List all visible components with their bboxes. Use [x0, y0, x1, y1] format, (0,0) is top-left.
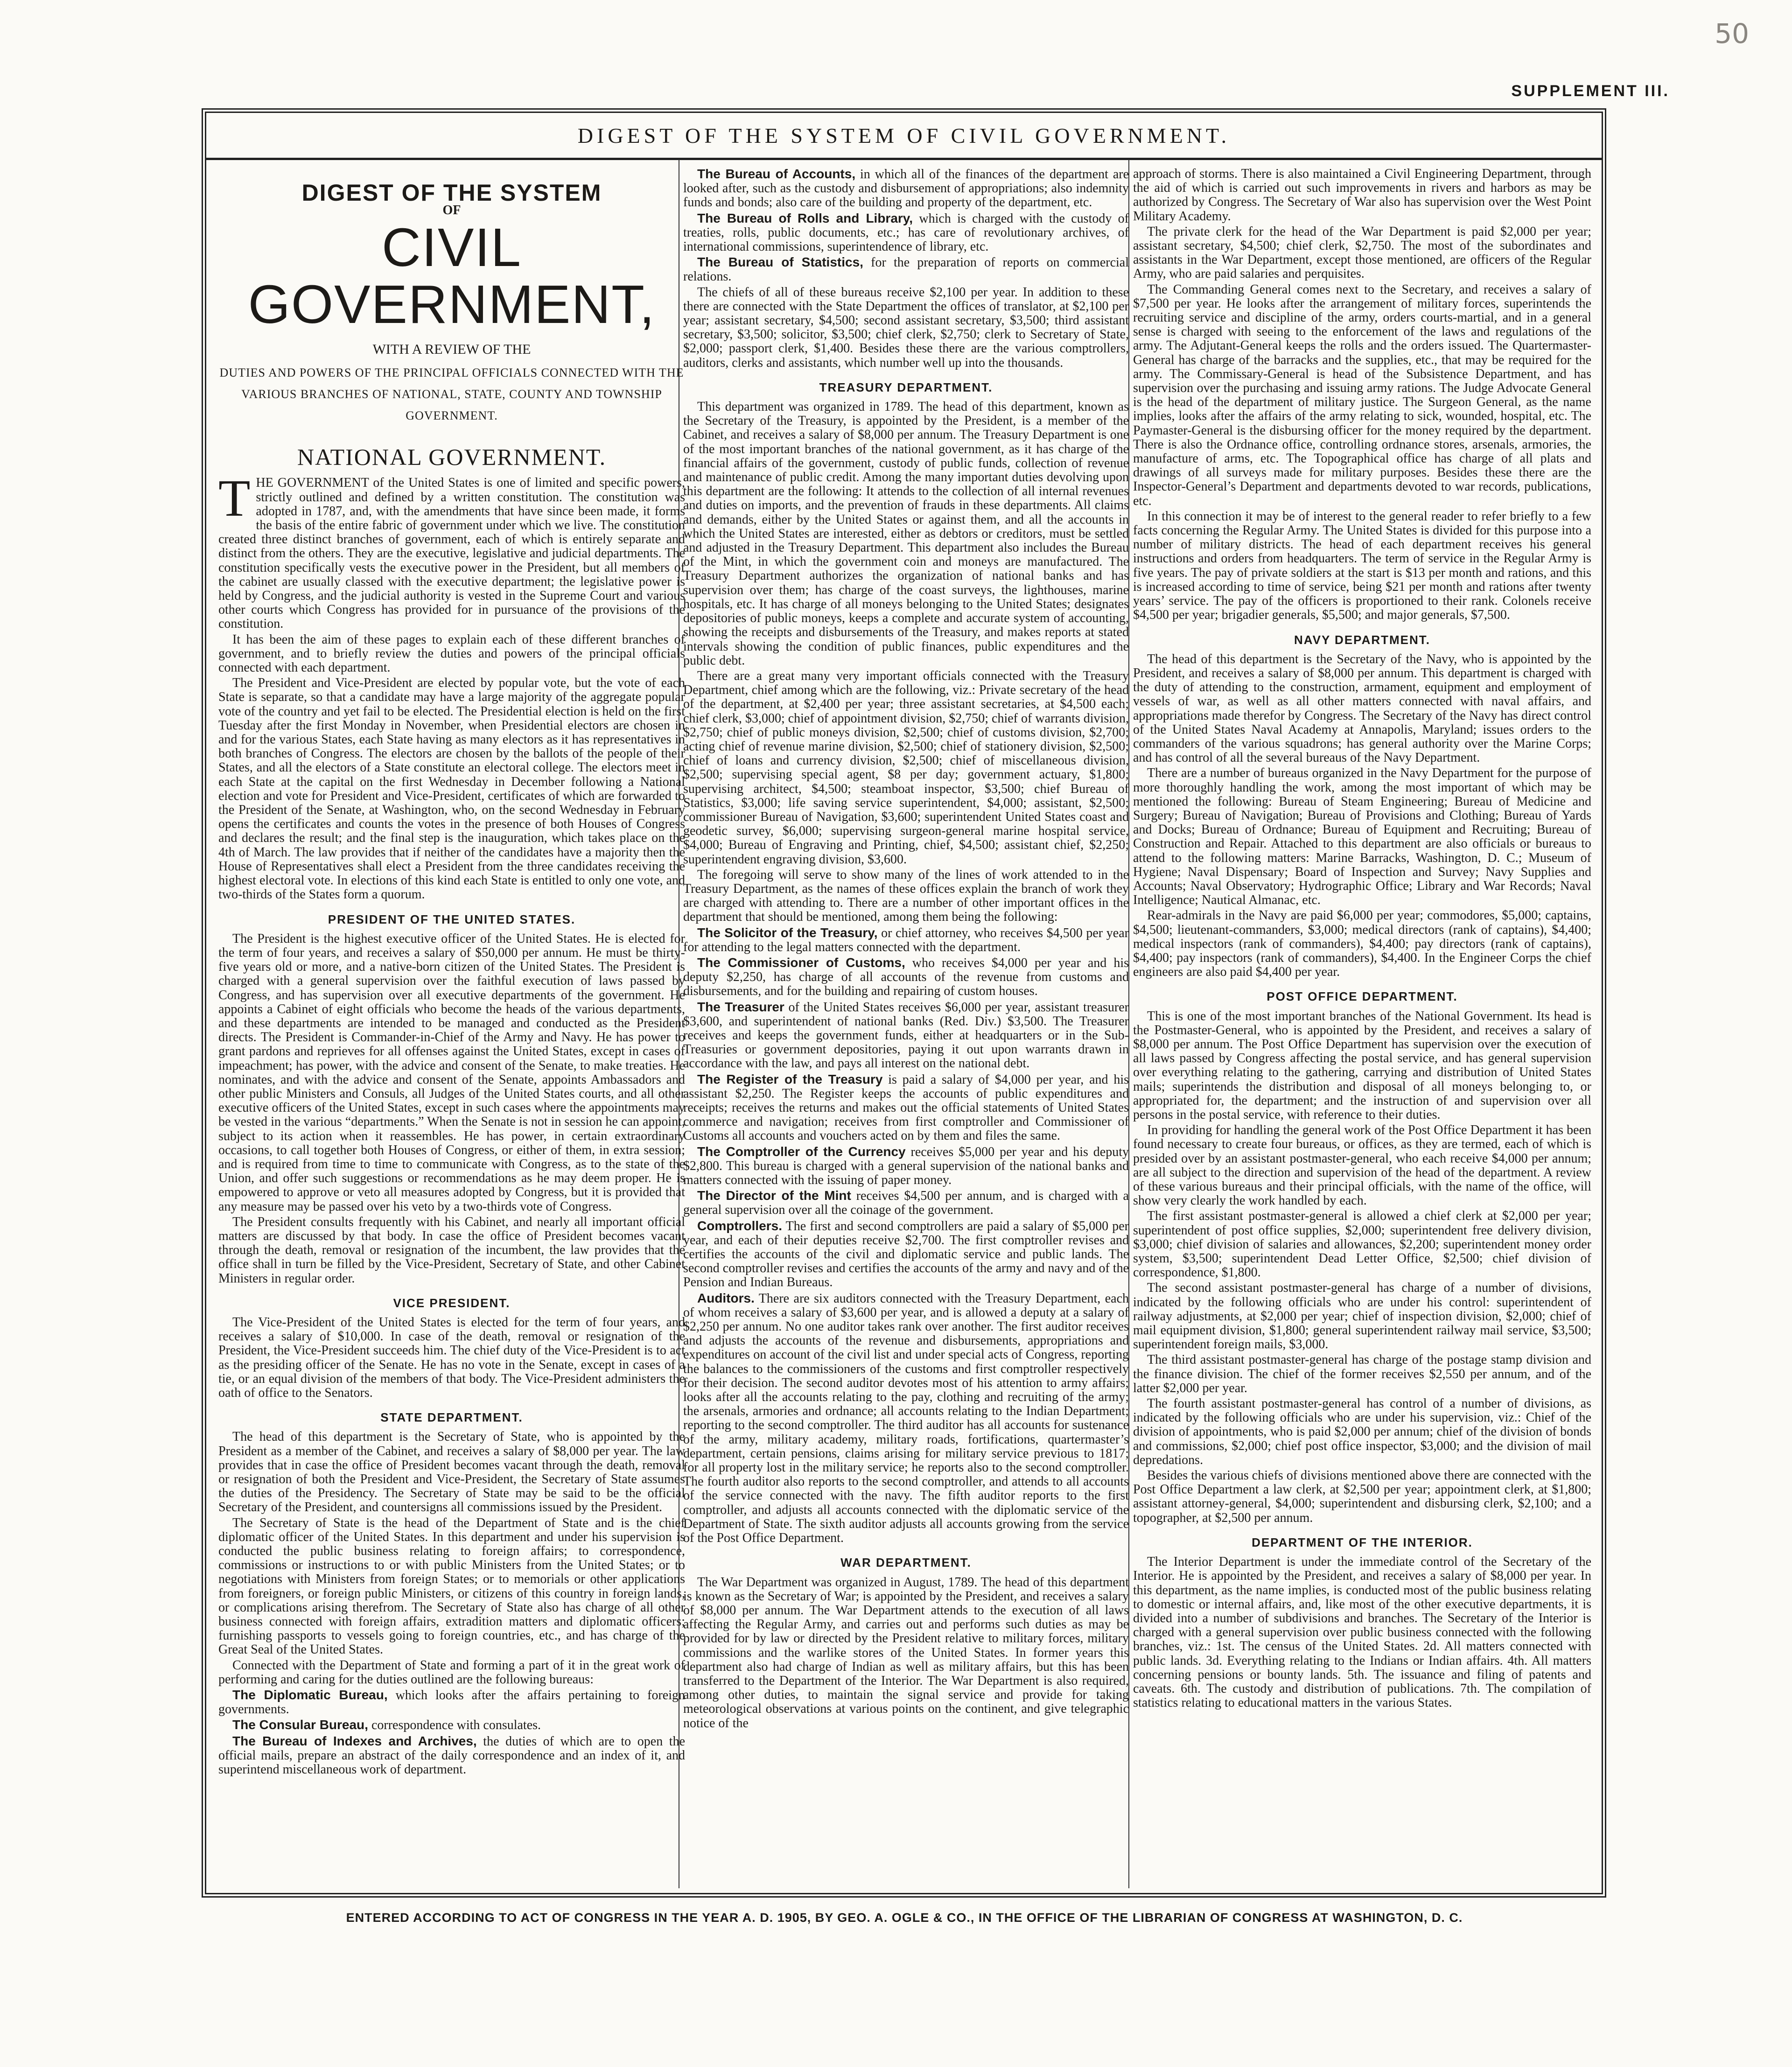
officer-entry: Auditors. There are six auditors connected with the Treasury Department, each of whom receives a salary of $3,600 per year, and is allowed a deputy at a salary of $2,250 per annum. No one auditor takes rank over another. The first auditor receives and adjusts the accounts of the revenue and disbursements, appropriations and expenditures on account of the civil list and under special acts of Congress, reporting the balances to the commissioners of the customs and first comptroller respectively for their decision. The second auditor devotes most of his attention to army affairs; looks after all the accounts relating to the pay, clothing and recruiting of the army; the arsenals, armories and ordnance; all accounts relating to the Indian Department; reporting to the second comptroller. The third auditor has all accounts for sustenance of the army, military academy, military roads, fortifications, quartermaster’s department, certain pensions, claims arising for military service previous to 1817; for all property lost in the military service; he reports also to the second comptroller. The fourth auditor also reports to the second comptroller, and attends to all accounts of the service connected with the navy. The fifth auditor reports to the first comptroller, and adjusts all accounts connected with the diplomatic service of the Department of State. The sixth auditor adjusts all accounts growing from the service of the Post Office Department.: [683, 1290, 1129, 1546]
paragraph: The President is the highest executive officer of the United States. He is elected for the term of four years, and receives a salary of $50,000 per annum. He must be thirty-five years old or more, and a native-born citizen of the United States. The President is charged with a general supervision over the faithful execution of laws passed by Congress, and has supervision over all executive departments of the government. He appoints a Cabinet of eight officials who become the heads of the various departments, and these departments are intended to be managed and conducted as the President directs. The President is Commander-in-Chief of the Army and Navy. He has power to grant pardons and reprieves for all offenses against the United States, except in cases of impeachment; has power, with the advice and consent of the Senate, to make treaties. He nominates, and with the advice and consent of the Senate, appoints Ambassadors and other public Ministers and Consuls, all Judges of the United States courts, and all other executive officers of the United States, except in such cases where the appointments may be vested in the various “departments.” When the Senate is not in session he can appoint, subject to its action when it reassembles. He has power, in certain extraordinary occasions, to call together both Houses of Congress, or either of them, in extra session; and is required from time to time to communicate with Congress, as to the state of the Union, and offer such suggestions or recommendations as he may deem proper. He is empowered to approve or veto all measures adopted by Congress, but it is provided that any measure may be passed over his veto by a two-thirds vote of Congress.: [218, 931, 685, 1214]
paragraph: The Commanding General comes next to the Secretary, and receives a salary of $7,500 per year. He looks after the arrangement of military forces, superintends the recruiting service and discipline of the army, orders courts-martial, and in a general sense is charged with seeing to the enforcement of the laws and regulations of the army. The Adjutant-General keeps the rolls and the orders issued. The Quartermaster-General has charge of the barracks and the supplies, etc., that may be required for the army. The Commissary-General is head of the Subsistence Department, and has supervision over the purchasing and issuing army rations. The Judge Advocate General is the head of the department of military justice. The Surgeon General, as the name implies, looks after the affairs of the army relating to sick, wounded, hospital, etc. The Paymaster-General is the disbursing officer for the money required by the department. There is also the Ordnance office, controlling ordnance stores, arsenals, armories, the manufacture of arms, etc. The Topographical office has charge of all plats and drawings of all surveys made for military purposes. Besides these there are the Inspector-General’s Department and departments devoted to war records, publications, etc.: [1133, 282, 1591, 508]
paragraph: The third assistant postmaster-general has charge of the postage stamp division and the finance division. The chief of the former receives $2,550 per annum, and of the latter $2,000 per year.: [1133, 1352, 1591, 1395]
bureau-entry: The Consular Bureau, correspondence with consulates.: [232, 1717, 541, 1733]
banner-title: DIGEST OF THE SYSTEM OF CIVIL GOVERNMENT.: [206, 113, 1602, 160]
column-2: [683, 167, 1129, 1889]
title-main: CIVIL GOVERNMENT,: [248, 217, 656, 335]
paragraph: Connected with the Department of State and forming a part of it in the great work of performing and caring for the duties outlined are the following bureaus:: [218, 1658, 685, 1687]
paragraph: The private clerk for the head of the War Department is paid $2,000 per year; assistant secretary, $4,500; chief clerk, $2,750. The most of the subordinates and assistants in the War Department, except those mentioned, are officers of the Regular Army, who are paid salaries and perquisites.: [1133, 224, 1591, 281]
paragraph: The head of this department is the Secretary of State, who is appointed by the President as a member of the Cabinet, and receives a salary of $8,000 per year. The law provides that in case the office of President becomes vacant through the death, removal or resignation of both the President and Vice-President, the Secretary of State assumes the duties of the Presidency. The Secretary of State may be said to be the official Secretary of the President, and countersigns all commissions issued by the President.: [218, 1429, 685, 1515]
section-heading-vice-president: VICE PRESIDENT.: [393, 1296, 511, 1310]
page-frame: [202, 108, 1606, 1898]
paragraph: This department was organized in 1789. The head of this department, known as the Secretary of the Treasury, is appointed by the President, is a member of the Cabinet, and receives a salary of $8,000 per annum. The Treasury Department is one of the most important branches of the national government, as it has charge of the financial affairs of the government, custody of public funds, collection of revenue and maintenance of public credit. Among the many important duties devolving upon this department are the following: It attends to the collection of all internal revenues and duties on imports, and the prevention of frauds in these departments. All claims and demands, either by the United States or against them, and all the accounts in which the United States are interested, either as debtors or creditors, must be settled and adjusted in the Treasury Department. This department also includes the Bureau of the Mint, in which the government coin and moneys are manufactured. The Treasury Department authorizes the organization of national banks and has supervision over them; has charge of the coast surveys, the lighthouses, marine hospitals, etc. It has charge of all moneys belonging to the United States; designates depositories of public moneys, keeps a complete and accurate system of accounting, showing the receipts and disbursements of the Treasury, and makes reports at stated intervals showing the condition of public finances, public expenditures and the public debt.: [683, 399, 1129, 668]
section-heading-war: WAR DEPARTMENT.: [840, 1556, 972, 1570]
officer-entry: The Register of the Treasury is paid a salary of $4,000 per year, and his assistant $2,250. The Register keeps the accounts of public expenditures and receipts; receives the returns and makes out the official statements of United States commerce and navigation; receives from first comptroller and Commissioner of Customs all accounts and vouchers acted on by them and files the same.: [683, 1072, 1129, 1143]
paragraph: The President consults frequently with his Cabinet, and nearly all important official matters are discussed by that body. In case the office of President becomes vacant through the death, removal or resignation of the incumbent, the law provides that the office shall in turn be filled by the Vice-President, Secretary of State, and other Cabinet Ministers in regular order.: [218, 1214, 685, 1286]
paragraph: In this connection it may be of interest to the general reader to refer briefly to a few facts concerning the Regular Army. The United States is divided for this purpose into a number of military districts. The head of each department receives his general instructions and orders from headquarters. The term of service in the Regular Army is five years. The pay of private soldiers at the start is $13 per month and rations, and this is increased according to time of service, being $21 per month and rations after twenty years’ service. The pay of the officers is proportioned to their rank. Colonels receive $4,500 per year; brigadier generals, $5,500; and major generals, $7,500.: [1133, 509, 1591, 623]
column-1: [218, 167, 685, 1889]
bureau-entry: The Bureau of Rolls and Library, which is charged with the custody of treaties, rolls, public documents, etc.; has care of revolutionary archives, of international commissions, superintendence of library, etc.: [683, 210, 1129, 254]
drop-cap: T: [218, 469, 251, 528]
paragraph: It has been the aim of these pages to explain each of these different branches of government, and to briefly review the duties and powers of the principal officials connected with each department.: [218, 632, 685, 675]
paragraph: The first assistant postmaster-general is allowed a chief clerk at $2,000 per year; superintendent of post office supplies, $2,000; superintendent free delivery division, $3,000; chief division of salaries and allowances, $2,200; superintendent money order system, $3,500; superintendent Dead Letter Office, $2,500; chief division of correspondence, $1,800.: [1133, 1209, 1591, 1280]
national-government-heading: NATIONAL GOVERNMENT.: [297, 444, 607, 470]
paragraph: The chiefs of all of these bureaus receive $2,100 per year. In addition to these there are connected with the State Department the offices of translator, at $2,100 per year; assistant secretary, $4,500; second assistant secretary, $3,500; third assistant secretary, $3,500; solicitor, $3,500; chief clerk, $2,750; clerk to Secretary of State, $2,000; passport clerk, $1,400. Besides these there are the various comptrollers, auditors, clerks and assistants, which number well up into the thousands.: [683, 285, 1129, 370]
section-heading-interior: DEPARTMENT OF THE INTERIOR.: [1252, 1535, 1473, 1549]
paragraph: The Vice-President of the United States is elected for the term of four years, and receives a salary of $10,000. In case of the death, removal or resignation of the President, the Vice-President succeeds him. The chief duty of the Vice-President is to act as the presiding officer of the Senate. He has no vote in the Senate, except in cases of a tie, or an equal division of the members of that body. The Vice-President administers the oath of office to the Senators.: [218, 1315, 685, 1400]
paragraph: The second assistant postmaster-general has charge of a number of divisions, indicated by the following officials who are under his control: superintendent of railway adjustments, at $2,000 per year; chief of inspection division, $2,000; chief of mail equipment division, $1,800; general superintendent railway mail service, $3,500; superintendent foreign mails, $3,000.: [1133, 1281, 1591, 1352]
officer-entry: The Treasurer of the United States receives $6,000 per year, assistant treasurer $3,600, and superintendent of national banks (Red. Div.) $3,500. The Treasurer receives and keeps the government funds, either at headquarters or in the Sub-Treasuries or government depositories, paying it out upon warrants drawn in accordance with the law, and pays all interest on the national debt.: [683, 999, 1129, 1071]
column-3: [1133, 167, 1591, 1889]
paragraph: The foregoing will serve to show many of the lines of work attended to in the Treasury Department, as the names of these offices explain the branch of work they are charged with attending to. There are a number of other important offices in the department that should be mentioned, among them being the following:: [683, 867, 1129, 925]
paragraph: There are a great many very important officials connected with the Treasury Department, chief among which are the following, viz.: Private secretary of the head of the department, at $2,400 per year; three assistant secretaries, at $4,500 each; chief clerk, $3,000; chief of appointment division, $2,750; chief of warrants division, $2,750; chief of public moneys division, $2,500; chief of customs division, $2,700; acting chief of revenue marine division, $2,500; chief of stationery division, $2,500; chief of loans and currency division, $2,500; chief of miscellaneous division, $2,500; supervising special agent, $8 per day; government actuary, $1,800; supervising architect, $4,500; steamboat inspector, $3,500; chief Bureau of Statistics, $3,000; life saving service superintendent, $4,000; assistant, $2,500; commissioner Bureau of Navigation, $3,600; superintendent United States coast and geodetic survey, $6,000; supervising surgeon-general marine hospital service, $4,000; Bureau of Engraving and Printing, chief, $4,500; assistant chief, $2,250; superintendent engraving division, $3,600.: [683, 668, 1129, 867]
section-heading-navy: NAVY DEPARTMENT.: [1294, 632, 1431, 647]
title-description: DUTIES AND POWERS OF THE PRINCIPAL OFFICIALS CONNECTED WITH THE VARIOUS BRANCHES OF NATIONAL, STATE, COUNTY AND TOWNSHIP GOVERNMENT.: [219, 366, 684, 423]
officer-entry: The Comptroller of the Currency receives $5,000 per year and his deputy $2,800. This bureau is charged with a general supervision of the national banks and matters connected with the issuing of paper money.: [683, 1144, 1129, 1188]
copyright-footer: ENTERED ACCORDING TO ACT OF CONGRESS IN THE YEAR A. D. 1905, BY GEO. A. OGLE & CO., IN THE OFFICE OF THE LIBRARIAN OF CONGRESS AT WASHINGTON, D. C.: [346, 1911, 1463, 1925]
title-of: OF: [442, 203, 461, 218]
officer-entry: The Director of the Mint receives $4,500 per annum, and is charged with a general supervision over all the coinage of the government.: [683, 1188, 1129, 1218]
paragraph: The Secretary of State is the head of the Department of State and is the chief diplomatic officer of the United States. In this department and under his supervision is conducted the public business relating to foreign affairs; to correspondence, commissions or instructions to or with public Ministers from the United States; or to negotiations with Ministers from foreign States; or to memorials or other applications from foreigners, or foreign public Ministers, or citizens of this country in foreign lands, or complications arising therefrom. The Secretary of State also has charge of all other business connected with foreign affairs, extradition matters and diplomatic officers; furnishing passports to vessels going to foreign countries, etc., and has charge of the Great Seal of the United States.: [218, 1515, 685, 1657]
paragraph: There are a number of bureaus organized in the Navy Department for the purpose of more thoroughly handling the work, among the most important of which may be mentioned the following: Bureau of Steam Engineering; Bureau of Medicine and Surgery; Bureau of Navigation; Bureau of Provisions and Clothing; Bureau of Yards and Docks; Bureau of Ordnance; Bureau of Equipment and Recruiting; Bureau of Construction and Repair. Attached to this department are also officials or bureaus to attend to the following matters: Marine Barracks, Washington, D. C.; Museum of Hygiene; Naval Dispensary; Board of Inspection and Survey; Navy Supplies and Accounts; Naval Observatory; Hydrographic Office; Library and War Records; Naval Intelligence; Nautical Almanac, etc.: [1133, 766, 1591, 908]
officer-entry: The Solicitor of the Treasury, or chief attorney, who receives $4,500 per year for attending to the legal matters connected with the department.: [683, 925, 1129, 954]
paragraph: The fourth assistant postmaster-general has control of a number of divisions, as indicated by the following officials who are under his supervision, viz.: Chief of the division of appointments, who is paid $2,000 per annum; chief of the division of bonds and commissions, $2,000; chief post office inspector, $3,000; and the division of mail depredations.: [1133, 1396, 1591, 1467]
paragraph: The War Department was organized in August, 1789. The head of this department is known as the Secretary of War; is appointed by the President, and receives a salary of $8,000 per annum. The War Department attends to the execution of all laws affecting the Regular Army, and carries out and performs such duties as may be provided for by law or directed by the President relative to military forces, military commissions and the warlike stores of the United States. In former years this department also had charge of Indian as well as military affairs, but this has been transferred to the Department of the Interior. The War Department is also required, among other duties, to maintain the signal service and provide for taking meteorological observations at various points on the continent, and give telegraphic notice of the: [683, 1575, 1129, 1731]
paragraph: approach of storms. There is also maintained a Civil Engineering Department, through the aid of which is carried out such improvements in rivers and harbors as may be authorized by Congress. The Secretary of War also has supervision over the West Point Military Academy.: [1133, 167, 1591, 224]
section-heading-president: PRESIDENT OF THE UNITED STATES.: [328, 912, 576, 926]
bureau-entry: The Bureau of Accounts, in which all of the finances of the department are looked after, such as the custody and disbursement of appropriations; also indemnity funds and bonds; also care of the building and property of the department, etc.: [683, 167, 1129, 210]
title-subtitle: WITH A REVIEW OF THE: [372, 342, 531, 357]
paragraph: The President and Vice-President are elected by popular vote, but the vote of each State is separate, so that a candidate may have a large majority of the aggregate popular vote of the country and yet fail to be elected. The Presidential election is held on the first Tuesday after the first Monday in November, when Presidential electors are chosen in and for the various States, each State having as many electors as it has representatives in both branches of Congress. The electors are chosen by the ballots of the people of their States, and all the electors of a State constitute an electoral college. The electors meet in each State at the capital on the first Wednesday in December following a National election and vote for President and Vice-President, certificates of which are forwarded to the President of the Senate, at Washington, who, on the second Wednesday in February opens the certificates and counts the votes in the presence of both Houses of Congress and declares the result; and the final step is the inauguration, which takes place on the 4th of March. The law provides that if neither of the candidates have a majority then the House of Representatives shall elect a President from the three candidates receiving the highest electoral vote. In elections of this kind each State is entitled to only one vote, and two-thirds of the States form a quorum.: [218, 676, 685, 902]
paragraph: This is one of the most important branches of the National Government. Its head is the Postmaster-General, who is appointed by the President, and receives a salary of $8,000 per annum. The Post Office Department has supervision over the execution of all laws passed by Congress affecting the postal service, and has general supervision over everything relating to the gathering, carrying and distribution of United States mails; superintends the distribution and disposal of all moneys belonging to, or appropriated for, the department; and the instruction of and supervision over all persons in the postal service, with reference to their duties.: [1133, 1009, 1591, 1122]
bureau-entry: The Bureau of Statistics, for the preparation of reports on commercial relations.: [683, 255, 1129, 284]
bureau-entry: The Bureau of Indexes and Archives, the duties of which are to open the official mails, prepare an abstract of the daily correspondence and an index of it, and superintend miscellaneous work of department.: [218, 1733, 685, 1777]
paragraph: In providing for handling the general work of the Post Office Department it has been found necessary to create four bureaus, or offices, as they are termed, each of which is presided over by an assistant postmaster-general, who each receive $4,000 per annum; are all subject to the direction and supervision of the head of the department. A review of these various bureaus and their principal officials, with the name of the office, will show very clearly the work handled by each.: [1133, 1123, 1591, 1208]
section-heading-state: STATE DEPARTMENT.: [380, 1410, 523, 1425]
title-line-1: DIGEST OF THE SYSTEM: [301, 180, 602, 206]
paragraph: The Interior Department is under the immediate control of the Secretary of the Interior. He is appointed by the President, and receives a salary of $8,000 per year. In this department, as the name implies, is conducted most of the public business relating to domestic or internal affairs, and, like most of the other executive departments, it is divided into a number of subdivisions and branches. The Secretary of the Interior is charged with a general supervision over public business connected with the following branches, viz.: 1st. The census of the United States. 2d. All matters connected with public lands. 3d. Everything relating to the Indians or Indian affairs. 4th. All matters concerning pensions or bounty lands. 5th. The issuance and filing of patents and caveats. 6th. The custody and distribution of publications. 7th. The compilation of statistics relating to educational matters in the various States.: [1133, 1555, 1591, 1710]
bureau-entry: The Diplomatic Bureau, which looks after the affairs pertaining to foreign governments.: [218, 1688, 685, 1717]
paragraph: Besides the various chiefs of divisions mentioned above there are connected with the Post Office Department a law clerk, at $2,500 per year; appointment clerk, at $1,800; assistant attorney-general, $4,000; superintendent and disbursing clerk, $2,100; and a topographer, at $2,500 per annum.: [1133, 1468, 1591, 1525]
officer-entry: Comptrollers. The first and second comptrollers are paid a salary of $5,000 per year, and each of their deputies receive $2,700. The first comptroller revises and certifies the accounts of the civil and diplomatic service and public lands. The second comptroller revises and certifies the accounts of the army and navy and of the Pension and Indian Bureaus.: [683, 1218, 1129, 1290]
section-heading-post-office: POST OFFICE DEPARTMENT.: [1267, 989, 1458, 1004]
paragraph: The head of this department is the Secretary of the Navy, who is appointed by the President, and receives a salary of $8,000 per annum. This department is charged with the duty of attending to the construction, armament, equipment and employment of vessels of war, as well as all other matters connected with naval affairs, and appropriations made therefor by Congress. The Secretary of the Navy has direct control of the United States Naval Academy at Annapolis, Maryland; issues orders to the commanders of the various squadrons; has general authority over the Marine Corps; and has control of all the several bureaus of the Navy Department.: [1133, 652, 1591, 765]
paragraph: Rear-admirals in the Navy are paid $6,000 per year; commodores, $5,000; captains, $4,500; lieutenant-commanders, $3,000; medical directors (rank of captains), $4,400; medical inspectors (rank of commanders), $4,400; pay directors (rank of captains), $4,400; pay inspectors (rank of commanders), $4,400. In the Engineer Corps the chief engineers are also paid $4,400 per year.: [1133, 908, 1591, 980]
section-heading-treasury: TREASURY DEPARTMENT.: [819, 380, 993, 394]
paragraph: THE GOVERNMENT of the United States is one of limited and specific powers, strictly outlined and defined by a written constitution. The constitution was adopted in 1787, and, with the amendments that have since been made, it forms the basis of the entire fabric of government under which we live. The constitution created three distinct branches of government, each of which is entirely separate and distinct from the others. They are the executive, legislative and judicial departments. The constitution specifically vests the executive power in the President, but all members of the cabinet are usually classed with the executive department; the legislative power is held by Congress, and the judicial authority is vested in the Supreme Court and various other courts which Congress has provided for in pursuance of the provisions of the constitution.: [218, 469, 685, 631]
supplement-label: SUPPLEMENT III.: [1511, 82, 1670, 100]
page-number: 50: [1715, 18, 1749, 49]
officer-entry: The Commissioner of Customs, who receives $4,000 per year and his deputy $2,250, has charge of all accounts of the revenue from customs and disbursements, and for the building and repairing of custom houses.: [683, 955, 1129, 999]
